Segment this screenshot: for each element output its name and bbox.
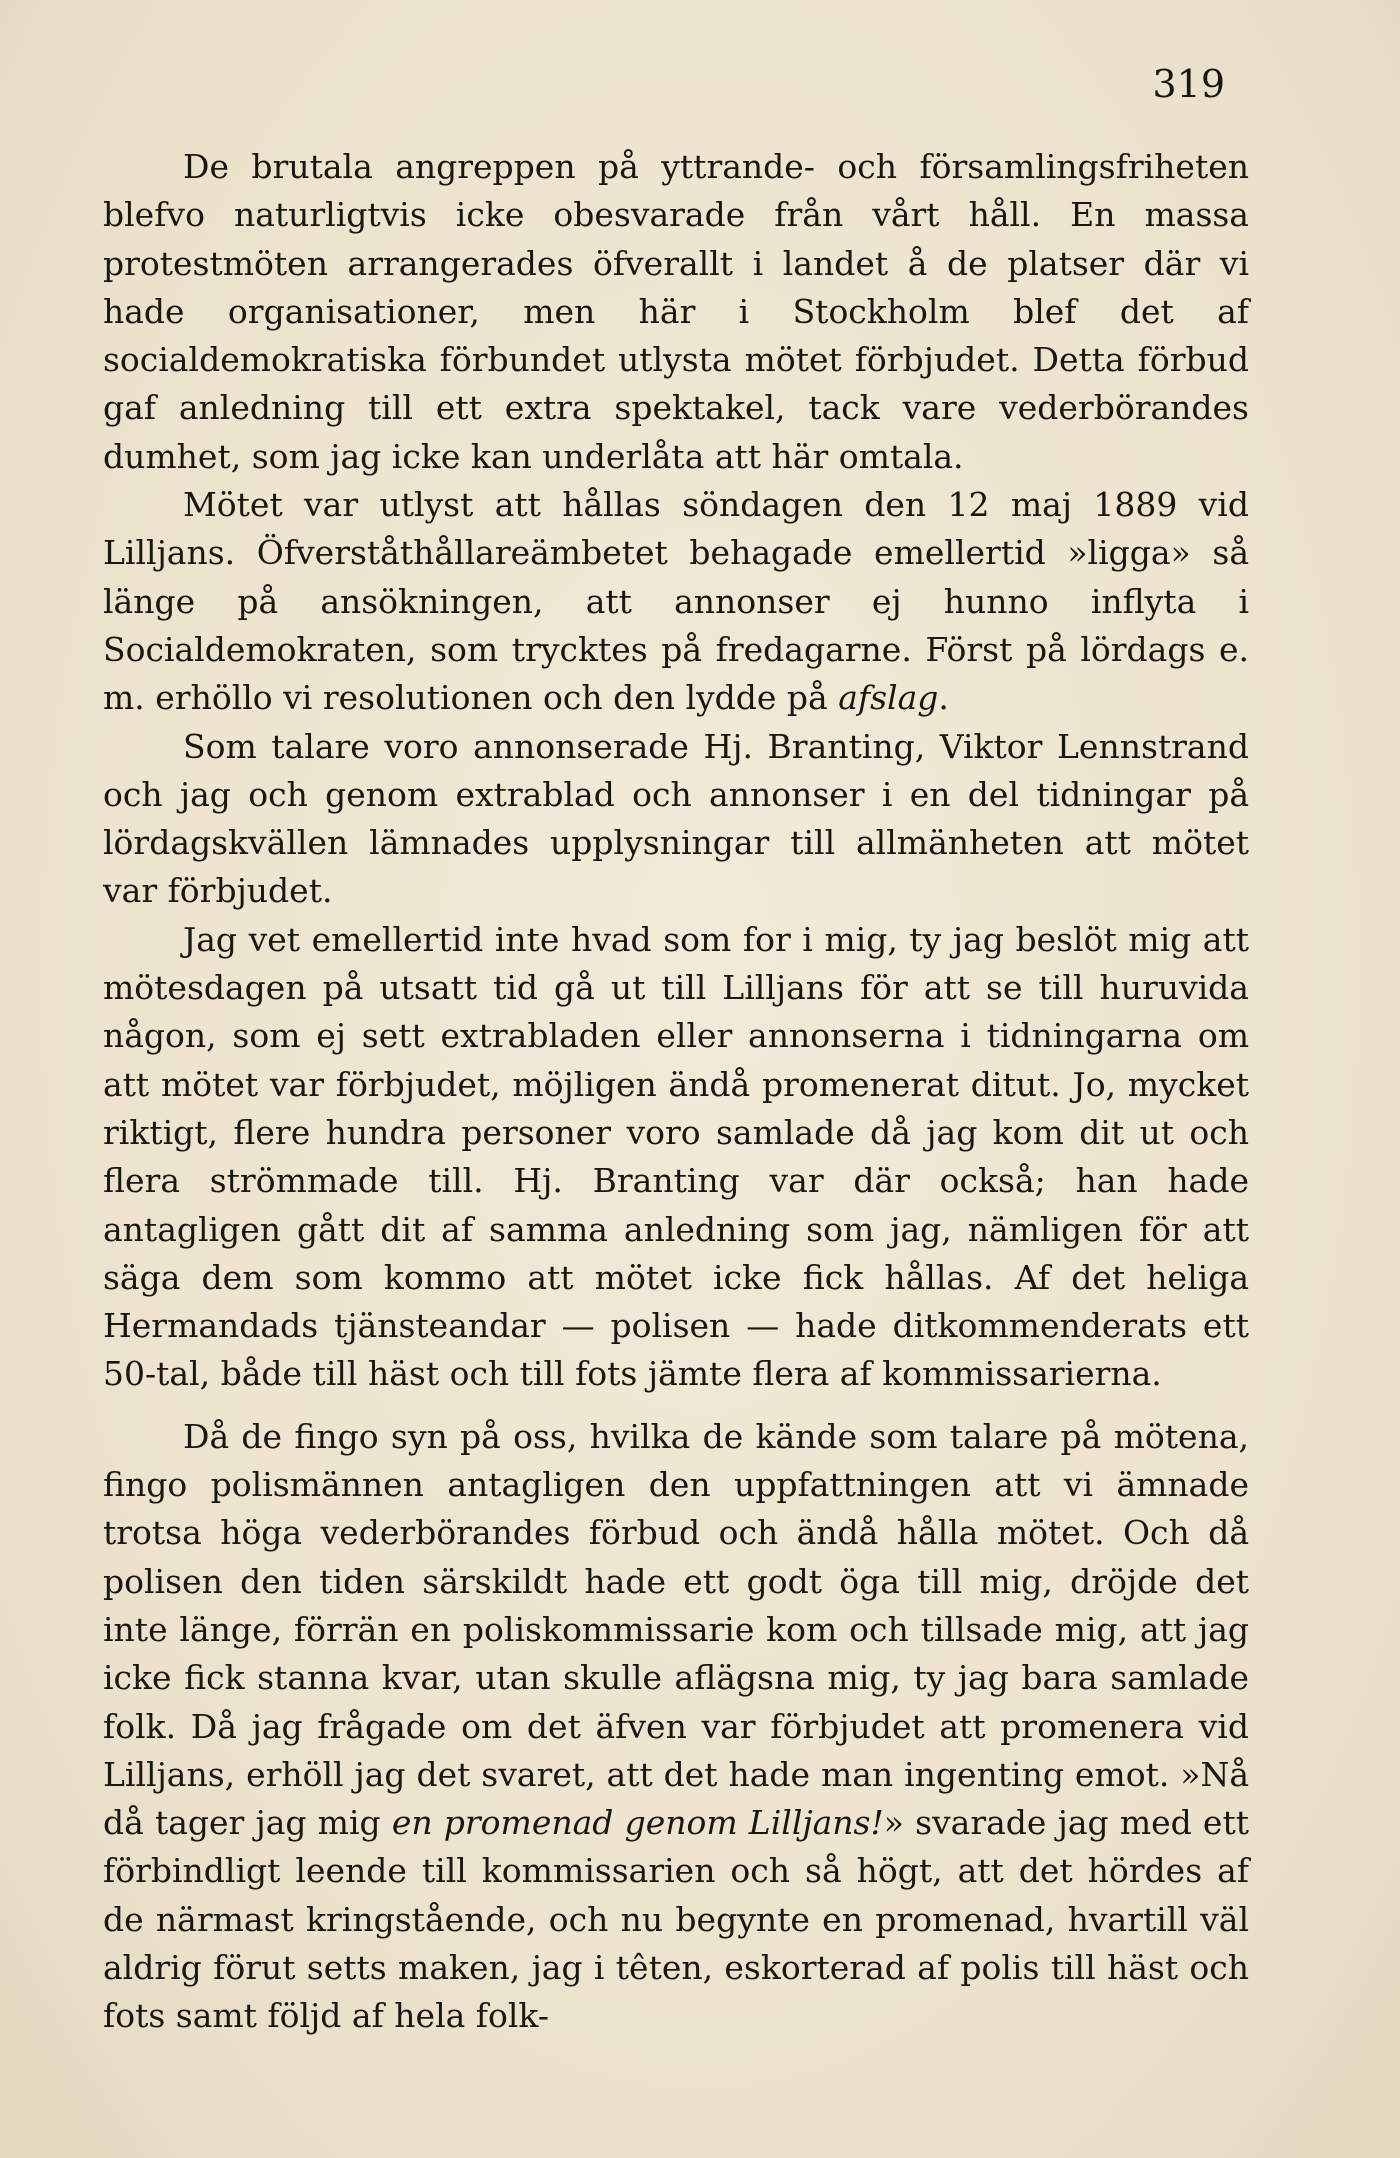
italic-text: en promenad genom Lilljans! bbox=[391, 1803, 884, 1843]
body-text bbox=[103, 143, 1249, 2041]
italic-text: afslag bbox=[838, 678, 939, 718]
paragraph-text: » svarade jag med ett förbindligt leende till kommissarien och så högt, att det hördes af de närmast kringstående, och nu begynte en promenad, hvartill väl aldrig förut setts maken, jag i têten, eskorterad af polis till häst och fots samt följd af hela folk- bbox=[103, 1803, 1249, 2036]
paragraph-text: De brutala angreppen på yttrande- och församlingsfriheten blefvo naturligtvis icke obesvarade från vårt håll. En massa protestmöten arrangerades öfverallt i landet å de platser där vi hade organisationer, men här i Stockholm blef det af socialdemokratiska förbundet utlysta mötet förbjudet. Detta förbud gaf anledning till ett extra spektakel, tack vare vederbörandes dumhet, som jag icke kan underlåta att här omtala. bbox=[103, 147, 1249, 476]
paragraph-text: . bbox=[938, 678, 949, 718]
paragraph-text: Jag vet emellertid inte hvad som for i mig, ty jag beslöt mig att mötesdagen på utsatt tid gå ut till Lilljans för att se till huruvida någon, som ej sett extrabladen eller annonserna i tidningarna om att mötet var förbjudet, möjligen ändå promenerat ditut. Jo, mycket riktigt, flere hundra personer voro samlade då jag kom dit ut och flera strömmade till. Hj. Branting var där också; han hade antagligen gått dit af samma anledning som jag, nämligen för att säga dem som kommo att mötet icke fick hållas. Af det heliga Hermandads tjänsteandar — polisen — hade ditkommenderats ett 50-tal, både till häst och till fots jämte flera af kommissarierna. bbox=[103, 919, 1249, 1394]
paragraph-3 bbox=[103, 723, 1249, 916]
paragraph-text: Mötet var utlyst att hållas söndagen den 12 maj 1889 vid Lilljans. Öfverståthållareämbetet behagade emellertid »ligga» så länge på ansökningen, att annonser ej hunno inflyta i Socialdemokraten, som trycktes på fredagarne. Först på lördags e. m. erhöllo vi resolutionen och den lydde på bbox=[103, 485, 1249, 718]
paragraph-2 bbox=[103, 481, 1249, 722]
paragraph-1 bbox=[103, 143, 1249, 481]
paragraph-5 bbox=[103, 1413, 1249, 2041]
paragraph-text: Som talare voro annonserade Hj. Branting, Viktor Lennstrand och jag och genom extrablad och annonser i en del tidningar på lördagskvällen lämnades upplysningar till allmänheten att mötet var förbjudet. bbox=[103, 726, 1249, 911]
page-number: 319 bbox=[1152, 62, 1225, 106]
paragraph-4 bbox=[103, 916, 1249, 1399]
paragraph-text: Då de fingo syn på oss, hvilka de kände som talare på mötena, fingo polismännen antagligen den uppfattningen att vi ämnade trotsa höga vederbörandes förbud och ändå hålla mötet. Och då polisen den tiden särskildt hade ett godt öga till mig, dröjde det inte länge, förrän en poliskommissarie kom och tillsade mig, att jag icke fick stanna kvar, utan skulle aflägsna mig, ty jag bara samlade folk. Då jag frågade om det äfven var förbjudet att promenera vid Lilljans, erhöll jag det svaret, att det hade man ingenting emot. »Nå då tager jag mig bbox=[103, 1416, 1249, 1843]
